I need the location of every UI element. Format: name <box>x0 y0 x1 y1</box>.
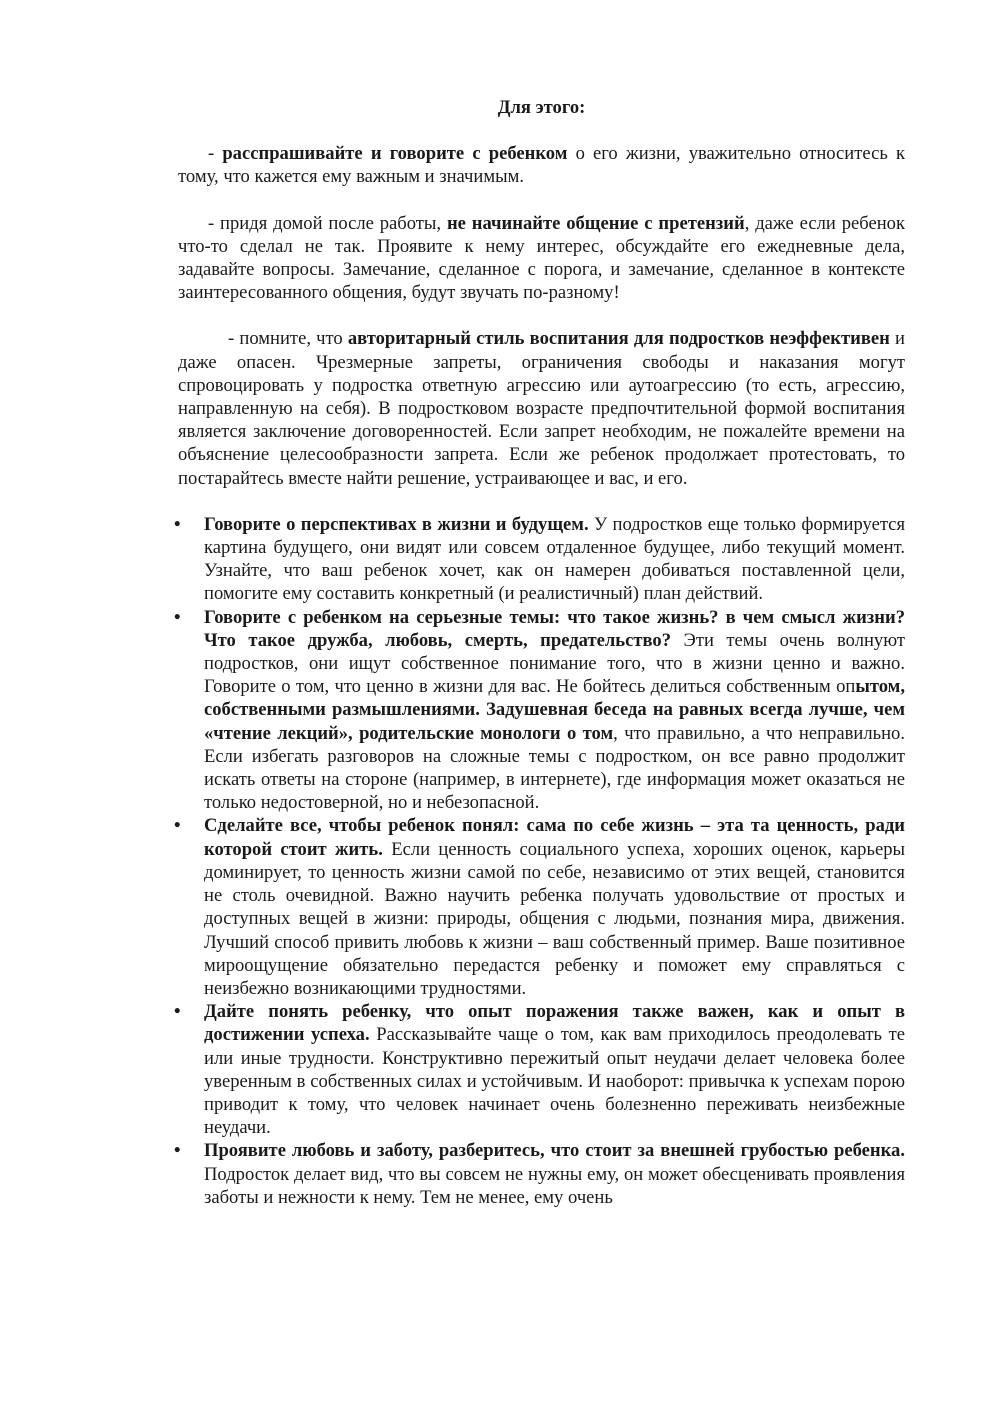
list-item-bold: Говорите с ребенком на серьезные темы: что такое жизнь? в чем смысл жизни? Что такое дружба, любовь, смерть, предательство? <box>204 606 905 651</box>
paragraph-no-claims <box>178 212 905 305</box>
list-item-bold: Сделайте все, чтобы ребенок понял: сама по себе жизнь – эта та ценность, ради которой стоит жить. <box>204 815 905 860</box>
document-page <box>174 96 905 1209</box>
list-item-bold-2: ытом, собственными размышлениями. Задушевная беседа на равных всегда лучше, чем «чтение лекций», родительские монологи о том <box>204 676 905 744</box>
paragraph-text: о его жизни, уважительно относитесь к тому, что кажется ему важным и значимым. <box>178 143 905 188</box>
bullet-icon: • <box>174 606 181 628</box>
paragraph-text: , даже если ребенок что-то сделал не так. Проявите к нему интерес, обсуждайте его ежедневные дела, задавайте вопросы. Замечание, сделанное с порога, и замечание, сделанное в контексте заинтересованного общения, будут звучать по-разному! <box>178 212 905 304</box>
list-item-failure-experience <box>174 1000 905 1139</box>
bullet-icon: • <box>174 815 181 837</box>
list-item-future <box>174 513 905 606</box>
list-item-text: Если ценность социального успеха, хороших оценок, карьеры доминирует, то ценность жизни самой по себе, независимо от этих вещей, становится не столь очевидной. Важно научить ребенка получать удовольствие от простых и доступных вещей в жизни: природы, общения с людьми, познания мира, движения. Лучший способ привить любовь к жизни – ваш собственный пример. Ваше позитивное мироощущение обязательно передастся ребенку и поможет ему справляться с неизбежно возникающими трудностями. <box>204 838 905 999</box>
paragraph-text: и даже опасен. Чрезмерные запреты, ограничения свободы и наказания могут спровоцировать у подростка ответную агрессию или аутоагрессию (то есть, агрессию, направленную на себя). В подростковом возрасте предпочтительной формой воспитания является заключение договоренностей. Если запрет необходим, не пожалейте времени на объяснение целесообразности запрета. Если же ребенок продолжает протестовать, то постарайтесь вместе найти решение, устраивающее и вас, и его. <box>178 328 905 489</box>
list-item-text: Подросток делает вид, что вы совсем не нужны ему, он может обесценивать проявления заботы и нежности к нему. Тем не менее, ему очень <box>204 1163 905 1208</box>
list-item-text: Рассказывайте чаще о том, как вам приходилось преодолевать те или иные трудности. Конструктивно пережитый опыт неудачи делает человека более уверенным в собственных силах и устойчивым. И наоборот: привычка к успехам порою приводит к тому, что человек начинает очень болезненно переживать неизбежные неудачи. <box>204 1024 905 1139</box>
paragraph-authoritarian-style <box>178 327 905 489</box>
paragraph-lead: - придя домой после работы, <box>208 212 447 234</box>
advice-list <box>174 513 905 1209</box>
section-title: Для этого: <box>497 97 586 118</box>
paragraph-bold: расспрашивайте и говорите с ребенком <box>222 143 568 165</box>
paragraph-lead: - помните, что <box>228 328 348 350</box>
paragraph-ask-and-talk <box>178 142 905 188</box>
list-item-value-of-life <box>174 814 905 1000</box>
paragraph-bold: не начинайте общение с претензий <box>446 212 745 234</box>
list-item-text-2: , что правильно, а что неправильно. Если избегать разговоров на сложные темы с подростком, он все равно продолжит искать ответы на стороне (например, в интернете), где информация может оказаться не только недостоверной, но и небезопасной. <box>204 722 905 814</box>
bullet-icon: • <box>174 1001 181 1023</box>
bullet-icon: • <box>174 513 181 535</box>
list-item-bold: Дайте понять ребенку, что опыт поражения также важен, как и опыт в достижении успеха. <box>204 1001 905 1046</box>
paragraph-lead: - <box>208 143 223 165</box>
paragraph-bold: авторитарный стиль воспитания для подростков неэффективен <box>347 328 890 350</box>
list-item-serious-topics <box>174 606 905 815</box>
list-item-text: Эти темы очень волнуют подростков, они ищут собственное понимание того, что в жизни ценно и важно. Говорите о том, что ценно в жизни для вас. Не бойтесь делиться собственным оп <box>204 629 905 698</box>
list-item-bold: Проявите любовь и заботу, разберитесь, что стоит за внешней грубостью ребенка. <box>204 1140 905 1162</box>
list-item-text: У подростков еще только формируется картина будущего, они видят или совсем отдаленное будущее, либо текущий момент. Узнайте, что ваш ребенок хочет, как он намерен добиваться поставленной цели, помогите ему составить конкретный (и реалистичный) план действий. <box>204 513 905 605</box>
list-item-love-and-care <box>174 1139 905 1209</box>
bullet-icon: • <box>174 1140 181 1162</box>
list-item-bold: Говорите о перспективах в жизни и будущем. <box>204 513 589 535</box>
